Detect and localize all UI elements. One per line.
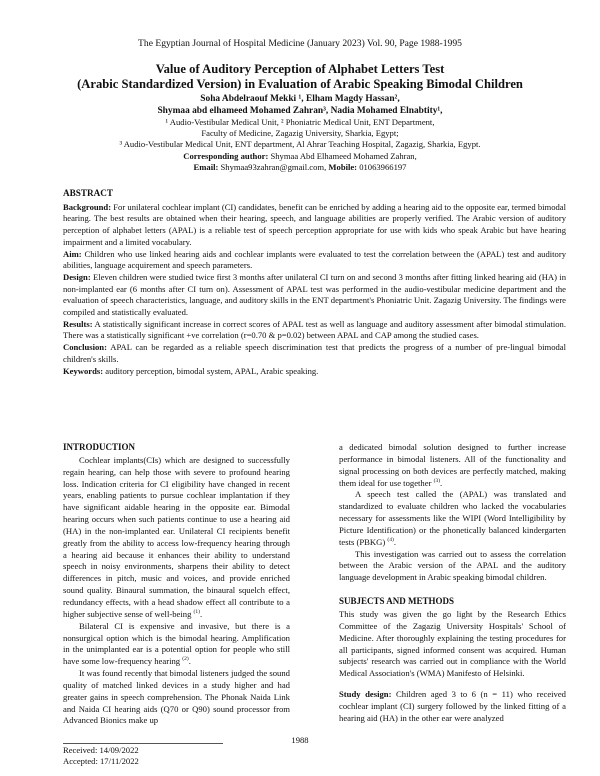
affiliation-line-1: ¹ Audio-Vestibular Medical Unit, ² Phoniatric Medical Unit, ENT Department, bbox=[165, 117, 435, 127]
right-column bbox=[339, 442, 566, 725]
abstract-conclusion bbox=[63, 342, 566, 365]
affiliation-line-2: Faculty of Medicine, Zagazig University, Sharkia, Egypt; bbox=[201, 128, 399, 139]
running-head: The Egyptian Journal of Hospital Medicine (January 2023) Vol. 90, Page 1988-1995 bbox=[138, 38, 462, 49]
email-value[interactable]: Shymaa93zahran@gmail.com, bbox=[218, 161, 329, 172]
study-design-label: Study design: bbox=[339, 689, 392, 700]
article-title bbox=[40, 62, 560, 92]
citation-1: (1) bbox=[193, 608, 200, 615]
study-design-text: Children aged 3 to 6 (n = 11) who received cochlear implant (CI) surgery followed by the linked fitting of a hearing aid (HA) in the other ear were analyzed bbox=[339, 689, 566, 723]
citation-2: (2) bbox=[182, 656, 189, 663]
intro-paragraph-1: Cochlear implants(CIs) which are designed to successfully regain hearing, can help those with severe to profound hearing loss. Indication criteria for CI eligibility have changed in recent years, enabling patients to pursue cochlear implantation if they have significant aidable hearing in the opposite ear. Bimodal hearing occurs when such patients continue to use a hearing aid (HA) in the non-implanted ear. Unilateral CI recipients benefit greatly from the ability to access low-frequency hearing through a hearing aid because it enhances their ability to understand speech in noisy environments, sharpens their ability to detect differences in pitch, music and voices, and provide enriched sound quality. Binaural summation, the binaural squelch effect, redundancy effects, with a head shadow effect all contribute to a higher subjective sense of well-being $^{(1)}$. bbox=[63, 454, 290, 619]
email-label: Email: bbox=[193, 161, 219, 172]
title-line-2: (Arabic Standardized Version) in Evaluation of Arabic Speaking Bimodal Children bbox=[77, 77, 523, 91]
intro-paragraph-5: A speech test called the (APAL) was translated and standardized to evaluate children who lacked the vocabularies necessary for assessments like the WIPI (Word Intelligibility by Picture Identification) or the phonetically balanced kindergarten tests (PBKG) $^{(4)}$. bbox=[339, 489, 566, 547]
background-text: For unilateral cochlear implant (CI) candidates, benefit can be enriched by adding a hearing aid to the opposite ear, termed bimodal hearing. The best results are obtained when their hearing, speech, and language abilities are properly verified. The Arabic version of auditory perception of alphabet letters (APAL) is a reliable test of speech perception appropriate for use with kids who speak Arabic but have hearing impairment and a limited vocabulary. bbox=[63, 201, 566, 247]
abstract-results bbox=[63, 319, 566, 342]
results-label: Results: bbox=[63, 318, 93, 329]
intro-p4-text: a dedicated bimodal solution designed to further increase performance in bimodal listeners. All of the functionality and signal processing on both devices are perfectly matched, making them ideal for use together bbox=[339, 442, 566, 488]
intro-p2-text: Bilateral CI is expensive and invasive, but there is a nonsurgical option which is the bimodal hearing. Amplification in the unimplanted ear is a potential option for people who still have some low-frequency hearing bbox=[63, 620, 290, 667]
intro-paragraph-4: a dedicated bimodal solution designed to further increase performance in bimodal listeners. All of the functionality and signal processing on both devices are perfectly matched, making them ideal for use together $^{(3)}$. bbox=[339, 442, 566, 488]
citation-4: (4) bbox=[387, 536, 394, 543]
intro-p1-text: Cochlear implants(CIs) which are designed to successfully regain hearing, can help those with severe to profound hearing loss. Indication criteria for CI eligibility have changed in recent years, enabling patients to pursue cochlear implantation if they have significant aidable hearing in the opposite ear. Bimodal hearing occurs when such patients continue to use a hearing aid (HA) in the non-implanted ear. Unilateral CI recipients benefit greatly from the ability to access low-frequency hearing through a hearing aid because it enhances their ability to understand speech in noisy environments, sharpens their ability to detect differences in pitch, music and voices, and provide enriched sound quality. Binaural summation, the binaural squelch effect, redundancy effects, with a head shadow effect all contribute to a higher subjective sense of well-being bbox=[63, 454, 290, 619]
keywords-text: auditory perception, bimodal system, APAL, Arabic speaking. bbox=[103, 365, 319, 376]
results-text: A statistically significant increase in correct scores of APAL test as well as language and auditory assessment after bimodal stimulation. There was a statistically significant +ve correlation (r=0.70 & p=0.02) between APAL and CAP among the studied cases. bbox=[63, 318, 566, 341]
corresponding-author bbox=[40, 151, 560, 173]
methods-heading: SUBJECTS AND METHODS bbox=[339, 596, 455, 607]
mobile-value: 01063966197 bbox=[357, 161, 407, 172]
design-label: Design: bbox=[63, 271, 91, 282]
authors-line-2: Shymaa abd elhameed Mohamed Zahran³, Nadia Mohamed Elnabtity¹, bbox=[157, 106, 443, 116]
design-text: Eleven children were studied twice first 3 months after unilateral CI turn on and second 3 months after fitting linked hearing aid (HA) in non-implanted ear (6 months after CI turn on). Assessment of APAL test was performed in the audio-vestibular medicine department and the evaluation of speech characteristics, language, and auditory skills in the ENT department's Phoniatric Unit. Zagazig University. The findings were compiled and statistically evaluated. bbox=[63, 271, 566, 318]
abstract-aim bbox=[63, 249, 566, 272]
received-date: Received: 14/09/2022 bbox=[63, 745, 139, 755]
citation-3: (3) bbox=[433, 477, 441, 484]
conclusion-label: Conclusion: bbox=[63, 342, 107, 353]
intro-paragraph-3: It was found recently that bimodal listeners judged the sound quality of matched linked devices in a study higher and had greater gains in speech comprehension. The Phonak Naida Link and Naida CI hearing aids (Q70 or Q90) sound processor from Advanced Bionics make up bbox=[63, 668, 290, 726]
abstract-heading: ABSTRACT bbox=[63, 188, 114, 198]
abstract bbox=[63, 188, 566, 377]
conclusion-text: APAL can be regarded as a reliable speech discrimination test that predicts the progress of a number of pre-lingual bimodal children's skills. bbox=[63, 342, 566, 364]
aim-text: Children who use linked hearing aids and cochlear implants were evaluated to test the correlation between the (APAL) test and auditory abilities, language acquirement and speech parameters. bbox=[63, 248, 566, 271]
authors-line-1: Soha Abdelraouf Mekki ¹, Elham Magdy Hassan², bbox=[200, 94, 400, 104]
abstract-keywords bbox=[63, 366, 566, 378]
intro-paragraph-2: Bilateral CI is expensive and invasive, but there is a nonsurgical option which is the bimodal hearing. Amplification in the unimplanted ear is a potential option for people who still have some low-frequency hearing $^{(2)}$. bbox=[63, 620, 290, 667]
left-column bbox=[63, 442, 290, 727]
intro-paragraph-6: This investigation was carried out to assess the correlation between the Arabic version of the APAL and the auditory language development in Arabic speaking bimodal children. bbox=[339, 548, 566, 583]
abstract-design bbox=[63, 272, 566, 319]
page-number: 1988 bbox=[291, 735, 309, 745]
abstract-background bbox=[63, 202, 566, 249]
footer-divider bbox=[63, 743, 223, 744]
corr-name: Shymaa Abd Elhameed Mohamed Zahran, bbox=[268, 150, 417, 161]
author-list bbox=[40, 93, 560, 117]
keywords-label: Keywords: bbox=[63, 365, 104, 376]
intro-p5-text: A speech test called the (APAL) was translated and standardized to evaluate children who lacked the vocabularies necessary for assessments like the WIPI (Word Intelligibility by Picture Identification) or the phonetically balanced kindergarten tests (PBKG) bbox=[339, 489, 566, 547]
background-label: Background: bbox=[63, 201, 112, 212]
title-block bbox=[40, 62, 560, 173]
accepted-date: Accepted: 17/11/2022 bbox=[63, 756, 139, 766]
title-line-1: Value of Auditory Perception of Alphabet Letters Test bbox=[155, 62, 445, 76]
introduction-heading: INTRODUCTION bbox=[63, 442, 136, 452]
corr-label: Corresponding author: bbox=[183, 150, 269, 161]
affiliation-line-3: ³ Audio-Vestibular Medical Unit, ENT department, Al Ahrar Teaching Hospital, Zagazig, Sharkia, Egypt. bbox=[119, 139, 481, 150]
aim-label: Aim: bbox=[63, 248, 82, 259]
mobile-label: Mobile: bbox=[328, 161, 358, 172]
methods-paragraph-1: This study was given the go light by the Research Ethics Committee of the Zagazig University Hospitals' School of Medicine. After thoroughly explaining the testing procedures for all participants, signed informed consent was acquired. Human subjects' research was carried out in compliance with the World Medical Association's (WMA) Manifesto of Helsinki. bbox=[339, 608, 566, 679]
dates-footer bbox=[63, 745, 139, 767]
study-design-paragraph bbox=[339, 689, 566, 725]
affiliations bbox=[40, 117, 560, 151]
